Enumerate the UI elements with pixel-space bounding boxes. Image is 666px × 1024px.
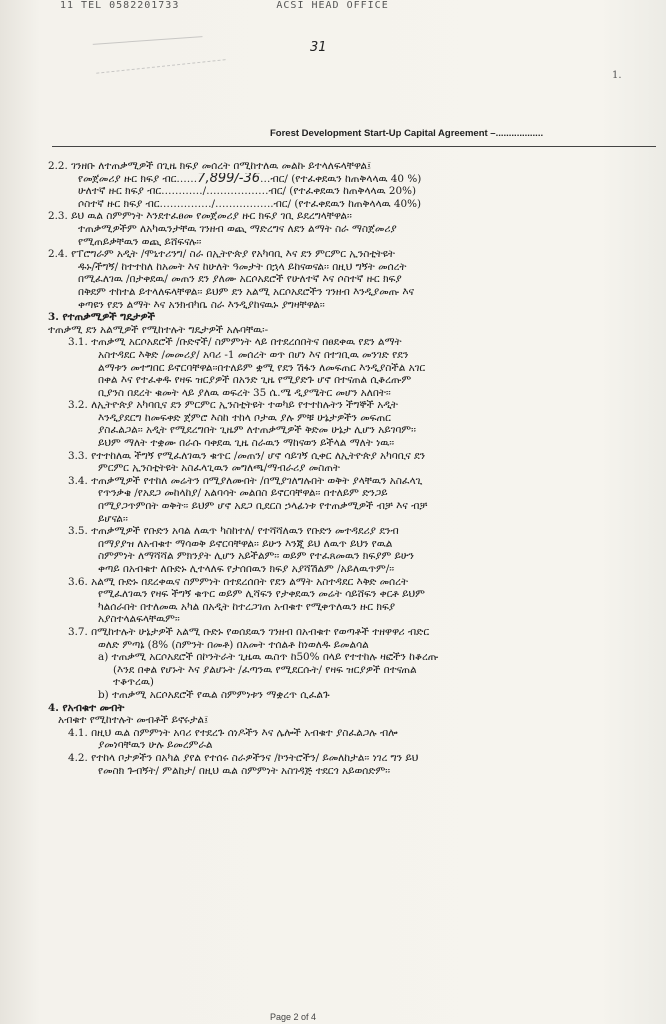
line-text: 3.4. ተጠቃሚዎች የተከለ መሬትን በሚያለሙበት /በሚያገለግሉበት ወቅት ያላቸዉን አስፈላጊ bbox=[68, 474, 423, 487]
line-text: ቢያንስ በደረት ቁመት ላይ ያለዉ ወፍረት 35 ሴ.ሜ ዲያሜትር መሆን አለበት፡፡ bbox=[98, 386, 391, 399]
body-text-line bbox=[48, 362, 628, 375]
body-text-line bbox=[48, 210, 628, 223]
body-text-line bbox=[48, 437, 628, 450]
body-text-line bbox=[48, 689, 628, 702]
handwritten-scribble bbox=[94, 41, 225, 73]
line-text: ቀጣዩን የደን ልማት እና አንክብካቤ ስራ እንዲያከናዉኑ ያግዛቸዋል፡፡ bbox=[78, 298, 325, 311]
fax-header bbox=[60, 0, 666, 14]
body-text-line bbox=[48, 349, 628, 362]
line-text: ይህም ማለት ተቋሙ በራሱ ባቀደዉ ጊዜ ስራዉን ማከናወን ይችላል ማለት ነዉ፡፡ bbox=[98, 437, 395, 450]
line-text: ያመነባቸዉን ሁሉ ይመረምራል bbox=[98, 739, 213, 752]
body-text-line bbox=[48, 399, 628, 412]
body-text-line bbox=[48, 626, 628, 639]
line-text: 3.5. ተጠቃሚዎች የቡድን አባል ለዉጥ ካስከተለ/ የተሻሻለዉን የቡድን መተዳደሪያ ደንብ bbox=[68, 525, 399, 538]
handwritten-page-number: 31 bbox=[310, 40, 327, 55]
body-text-line bbox=[48, 374, 628, 387]
body-text-line bbox=[48, 613, 628, 626]
body-text-line bbox=[48, 765, 628, 778]
line-text: ተቆጥረዉ) bbox=[113, 676, 154, 689]
line-text: 4. የአብቁተ መብት bbox=[48, 701, 125, 714]
line-text: አያስተላልፍላቸዉም፡፡ bbox=[98, 613, 180, 626]
line-text: ካልሰራበት በተለመዉ አካል በአዲት ከተረጋገጠ አብቁተ የሚቀጥለዉን ዙር ክፍያ bbox=[98, 600, 396, 613]
body-text-line bbox=[48, 198, 628, 211]
line-text: 3.7. በሚከተሉት ሁኔታዎች አልሚ ቡድኑ የወሰደዉን ገንዘብ በአብቁተ የወጣቶች ተዘዋዋሪ ብድር bbox=[68, 625, 430, 638]
body-text-line bbox=[48, 324, 628, 337]
body-text-line bbox=[48, 387, 628, 400]
body-text-line bbox=[48, 160, 628, 173]
line-text: ስምምነት ለማሻሻል ምክንያት ሊሆን አይችልም፡፡ ወይም የተፈጸመዉን ክፍያም ይሁን bbox=[98, 550, 414, 563]
body-text-line bbox=[48, 173, 628, 186]
body-text-line bbox=[48, 286, 628, 299]
document-header-title: Forest Development Start-Up Capital Agreement –.................. bbox=[270, 128, 544, 139]
body-text-line bbox=[48, 752, 628, 765]
line-text: b) ተጠቃሚ አርሶአደሮች የዉል ስምምነቱን ማቋረጥ ሲፈልጉ bbox=[98, 688, 330, 701]
body-text-line bbox=[48, 299, 628, 312]
body-text-line bbox=[48, 450, 628, 463]
body-text-line bbox=[48, 513, 628, 526]
section-heading bbox=[48, 311, 628, 324]
line-text: a) ተጠቃሚ አርሶአደሮች በኮንትራት ጊዜዉ ዉስጥ ከ50% በላይ የተተከሉ ዛፎችን ከቆረጡ bbox=[98, 651, 439, 664]
line-text: ያስፈልጋል፡፡ አዲት የሚደረግበት ጊዜም ለተጠቃሚዎች ቅድመ ሁኔታ ሊሆን አይገባም፡፡ bbox=[98, 424, 416, 437]
line-text: በማያያዝ ለአብቁተ ማሳወቅ ይኖርባቸዋል፡፡ ይሁን እንጂ ይህ ለዉጥ ይህን የዉል bbox=[98, 537, 393, 550]
line-text: (እንደ በቀል የሆኑት እና ያልሆኑት /ፈጣንዉ የሚደርሱት/ የዛፍ ዝርያዎች በተናጠል bbox=[113, 663, 417, 676]
body-text-line bbox=[48, 248, 628, 261]
line-text: 3. የተጠቃሚዎች ግዴታዎች bbox=[48, 311, 155, 324]
line-text: 3.1. ተጠቃሚ አርሶአደሮች /ቡድኖች/ ስምምነት ላይ በተደረሰበትና በፀደቀዉ የደን ልማት bbox=[68, 336, 402, 349]
line-text: ዱኑ/ችግኝ/ ከተተከለ ከአመት እና ከሁለት ዓመታት በኋላ ይከናወናል፡፡ በዚህ ግኝት መሰረት bbox=[78, 260, 407, 273]
line-text: ወለድ ምጣኔ (8% (ስምንት በመቶ) በአመት ተሰልቶ ከነወለዱ ይመልሳል bbox=[98, 638, 369, 651]
line-text-tail: …ብር/ (የተፈቀደዉን ከጠቅላላዉ 40 %) bbox=[260, 172, 422, 185]
body-text-line bbox=[48, 576, 628, 589]
header-divider bbox=[52, 146, 656, 147]
line-text: በቀል እና የተፈቀዱ የዛፍ ዝርያዎች በአንድ ጊዜ የሚያድጉ ሆኖ በተናጠል ሲቆረጡም bbox=[98, 374, 412, 387]
section-heading bbox=[48, 702, 628, 715]
line-text: የጥንቃቄ /የአደጋ መከላከያ/ አልባሳት መልበስ ይኖርባቸዋል፡፡ በተለይም ድንጋይ bbox=[98, 487, 388, 500]
line-text: 2.4. የፐሮግራም አዲት /ሞኒተሪንግ/ ስራ በኢትዮጵያ የአካባቢ እና ደን ምርምር ኢንስቲትዩት bbox=[48, 248, 395, 261]
handwritten-amount: 7,899/-36 bbox=[197, 172, 261, 186]
body-text-line bbox=[48, 588, 628, 601]
line-text: በቅደም ተከተል ይተላለፍላቸዋል፡፡ ይህም ደን አልሚ አርሶአደሮችን ገንዘብ እንዲያመጡ እና bbox=[78, 285, 415, 298]
body-text-line bbox=[48, 714, 628, 727]
body-text-line bbox=[48, 424, 628, 437]
body-text-line bbox=[48, 185, 628, 198]
line-text: አስተዳደር እቅድ /መመሪያ/ አባሪ -1 መሰረት ወጥ በሆነ እና በተገቢዉ መንገድ የደን bbox=[98, 348, 409, 361]
body-text-line bbox=[48, 261, 628, 274]
body-text-line bbox=[48, 500, 628, 513]
body-text-line bbox=[48, 651, 628, 664]
body-text-line bbox=[48, 475, 628, 488]
line-text: ቀጣይ በአብቁተ ለቡድኑ ሊተላለፍ የታሰበዉን ክፍያ አያሻሽልም /አይለዉጥም/፡፡ bbox=[98, 563, 395, 575]
body-text-line bbox=[48, 727, 628, 740]
line-text: በሚያጋጥምበት ወቅት፡፡ ይህም ሆኖ አደጋ ቢደርስ ኃላፊነቱ የተጠቃሚዎች ብቻ እና ብቻ bbox=[98, 500, 428, 513]
body-text-line bbox=[48, 676, 628, 689]
line-text: 2.2. ገንዘቡ ለተጠቃሚዎች በጊዜ ክፍያ መሰረት በሚከተለዉ መልኩ ይተላለፍላቸዋል፤ bbox=[48, 160, 372, 172]
line-text: አብቁተ የሚከተሉት መብቶች ይኖሩታል፤ bbox=[58, 714, 209, 727]
body-text-line bbox=[48, 223, 628, 236]
body-text-line bbox=[48, 236, 628, 249]
line-text: 2.3. ይህ ዉል ስምምነት እንደተፈፀመ የመጀመሪያ ዙር ክፍያ ገቢ ይደረግላቸዋል፡፡ bbox=[48, 210, 352, 223]
line-text: 3.6. አልሚ ቡድኑ በደረቀዉና ስምምነት በተደረሰበት የደን ልማት አስተዳደር እቅድ መሰረት bbox=[68, 575, 408, 588]
line-text: 4.1. በዚህ ዉል ስምምነት አባሪ የተደረጉ ሰነዶችን እና ሌሎች አብቁተ ያስፈልጋሉ ብሎ bbox=[68, 726, 398, 739]
body-text-line bbox=[48, 462, 628, 475]
line-text: ሁለተኛ ዙር ክፍያ ብር…………/………………ብር/ (የተፈቀደዉን ከጠቅላላዉ 20%) bbox=[78, 185, 417, 198]
handwritten-scribble bbox=[91, 18, 202, 45]
body-text-line bbox=[48, 412, 628, 425]
corner-mark: 1. bbox=[612, 70, 622, 81]
body-text-line bbox=[48, 525, 628, 538]
line-text: ይሆናል፡፡ bbox=[98, 512, 128, 525]
line-text: ተጠቃሚ ደን አልሚዎች የሚከተሉት ግዴታዎች አሉባቸዉ፡- bbox=[48, 323, 269, 336]
body-text-line bbox=[48, 639, 628, 652]
line-text: ልማቱን መተግበር ይኖርባቸዋል፡፡በተለይም ቋሚ የደን ሽፋን ለመፍጠር እንዲያስችል አገር bbox=[98, 361, 426, 374]
body-text-line bbox=[48, 664, 628, 677]
body-text-line bbox=[48, 273, 628, 286]
fax-office: ACSI HEAD OFFICE bbox=[276, 0, 389, 11]
line-text: ሶስተኛ ዙር ክፍያ ብር……………/……………..ብር/ (የተፈቀደዉን ከጠቅላላዉ 40%) bbox=[78, 197, 422, 210]
line-text: የመስክ ጉብኝት/ ምልከታ/ በዚህ ዉል ስምምነት አስገዳጅ ተደርጎ አይወሰድም፡፡ bbox=[98, 764, 391, 777]
line-text: 4.2. የተከላ ቦታዎችን በአካል ያየል የተሰሩ ስራዎችንና /ኮንትሮችን/ ይመለከታል፡፡ ነገረ ግን ይህ bbox=[68, 751, 419, 764]
page-footer: Page 2 of 4 bbox=[270, 1012, 317, 1022]
body-text-line bbox=[48, 601, 628, 614]
line-text: የሚፈለገዉን የዛፍ ችግኝ ቁጥር ወይም ሊሻፍን የታቀደዉን መሬት ሳይሸፍን ቀርቶ ይህም bbox=[98, 588, 425, 601]
body-text-line bbox=[48, 538, 628, 551]
fax-tel: 11 TEL 0582201733 bbox=[60, 0, 180, 11]
line-text: የመጀመሪያ ዙር ክፍያ ብር…… bbox=[78, 172, 198, 185]
line-text: ምርምር ኢንስቲትዩት አስፈላጊዉን መግለጫ/ማብራሪያ መስጠት bbox=[98, 462, 340, 475]
line-text: በሚፈለገዉ /በታቀደዉ/ መጠን ደን ያለሙ አርሶአደሮች የሁለተኛ እና ሶስተኛ ዙር ክፍያ bbox=[78, 273, 402, 286]
line-text: ተጠቃሚዎችም ለአካዉንታቸዉ ገንዘብ ወጪ ማድረግና ለደን ልማት ስራ ማስጀመሪያ bbox=[78, 222, 397, 235]
line-text: እንዲያደርግ ከመፍቀድ ጀምሮ እስከ ተከላ ቦታዉ ያሉ ምቹ ሁኔታዎችን መፍጠር bbox=[98, 411, 391, 424]
line-text: የሚጠይቃቸዉን ወጪ ይሸፍናሉ፡፡ bbox=[78, 235, 202, 248]
line-text: 3.2. ለኢትዮጵያ አካባቢና ደን ምርምር ኢንስቲትዩት ተወካይ የተተከሉትን ችግኞች አዲት bbox=[68, 399, 398, 412]
document-body bbox=[48, 160, 628, 777]
body-text-line bbox=[48, 739, 628, 752]
body-text-line bbox=[48, 550, 628, 563]
body-text-line bbox=[48, 336, 628, 349]
line-text: 3.3. የተተከለዉ ችግኝ የሚፈለገዉን ቁጥር /መጠን/ ሆኖ ሳይገኝ ሲቀር ለኢትዮጵያ አካባቢና ደን bbox=[68, 449, 426, 462]
body-text-line bbox=[48, 563, 628, 576]
body-text-line bbox=[48, 487, 628, 500]
